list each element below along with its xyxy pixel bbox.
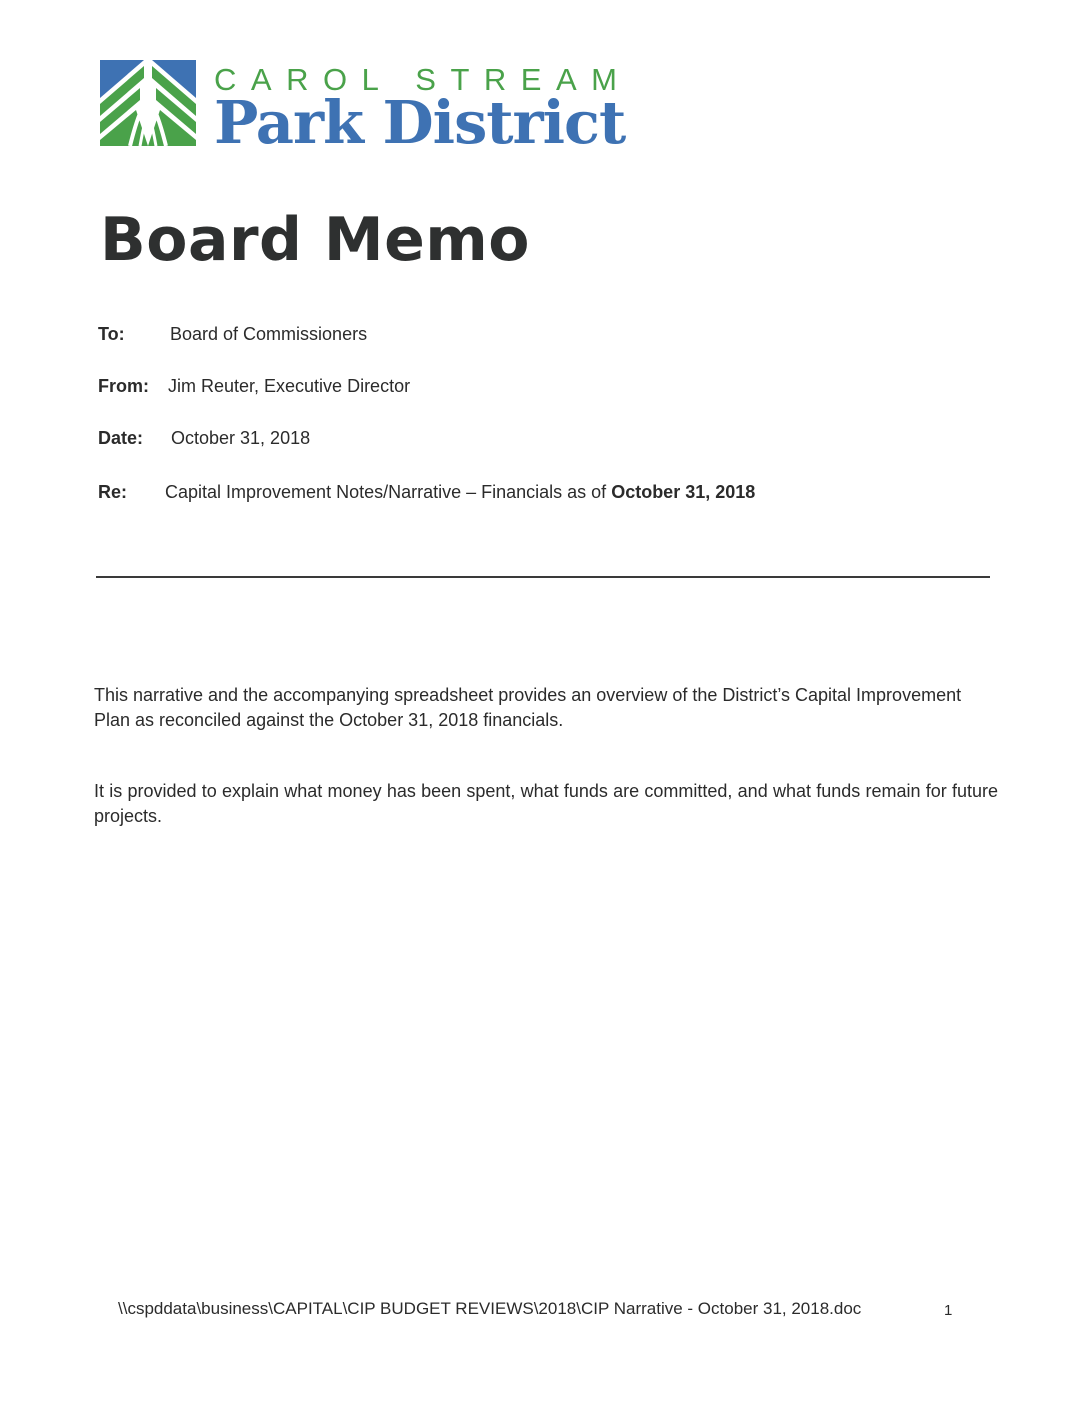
logo-top-text: CAROL STREAM	[214, 62, 632, 97]
page-number: 1	[944, 1302, 953, 1319]
to-value: Board of Commissioners	[170, 324, 368, 344]
footer-file-path: \\cspddata\business\CAPITAL\CIP BUDGET REVIEWS\2018\CIP Narrative - October 31, 2018.doc	[118, 1299, 862, 1318]
re-value-date: October 31, 2018	[611, 482, 756, 502]
logo-mark-icon	[100, 60, 196, 146]
to-label: To:	[98, 324, 125, 344]
body-paragraph-2: It is provided to explain what money has been spent, what funds are committed, and what funds remain for future projects.	[94, 781, 998, 826]
header-divider	[96, 576, 990, 578]
date-label: Date:	[98, 428, 144, 448]
park-district-logo	[100, 60, 632, 160]
re-label: Re:	[98, 482, 128, 502]
body-paragraph-1: This narrative and the accompanying spreadsheet provides an overview of the District’s Capital Improvement Plan as reconciled against the October 31, 2018 financials.	[94, 685, 962, 730]
date-value: October 31, 2018	[171, 428, 311, 448]
from-label: From:	[98, 376, 149, 396]
re-value-text: Capital Improvement Notes/Narrative – Financials as of	[165, 482, 612, 502]
from-value: Jim Reuter, Executive Director	[168, 376, 411, 396]
logo-bottom-text: Park District	[214, 88, 626, 157]
re-value	[165, 482, 755, 503]
memo-title: Board Memo	[100, 205, 531, 275]
